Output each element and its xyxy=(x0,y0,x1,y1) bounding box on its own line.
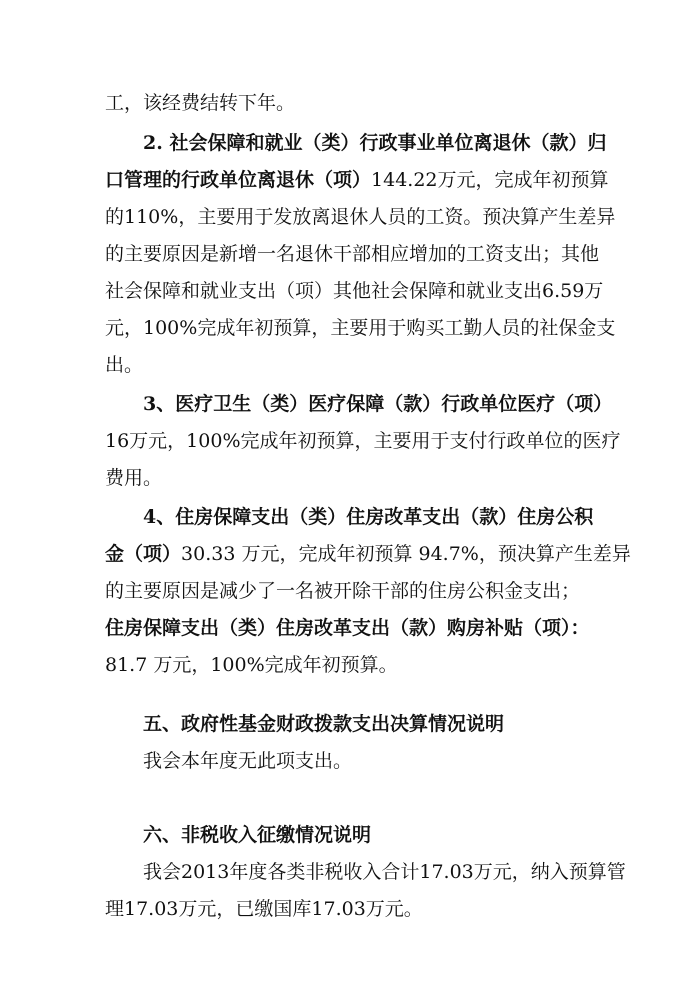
text-line: 我会本年度无此项支出。 xyxy=(143,750,353,772)
text-line: 元，100%完成年初预算，主要用于购买工勤人员的社保金支 xyxy=(105,317,616,339)
text-line: 理17.03万元，已缴国库17.03万元。 xyxy=(105,898,423,920)
text-line: 工，该经费结转下年。 xyxy=(105,92,296,114)
bold-span: 口管理的行政单位离退休（项） xyxy=(105,169,372,191)
text-line: 费用。 xyxy=(105,467,163,489)
text-line: 的主要原因是新增一名退休干部相应增加的工资支出；其他 xyxy=(105,243,600,265)
text-line: 的110%，主要用于发放离退休人员的工资。预决算产生差异 xyxy=(105,206,616,228)
text-line: 的主要原因是减少了一名被开除干部的住房公积金支出； xyxy=(105,580,581,602)
bold-span: 金（项） xyxy=(105,543,182,565)
text-line xyxy=(105,168,609,192)
text-span: 30.33 万元，完成年初预算 94.7%，预决算产生差异 xyxy=(181,543,631,565)
text-span: 144.22万元，完成年初预算 xyxy=(371,169,609,191)
text-line: 16万元，100%完成年初预算，主要用于支付行政单位的医疗 xyxy=(105,430,621,452)
text-line: 81.7 万元，100%完成年初预算。 xyxy=(105,654,398,676)
text-line: 出。 xyxy=(105,354,144,376)
section-heading-3: 3、医疗卫生（类）医疗保障（款）行政单位医疗（项） xyxy=(143,393,613,415)
text-line: 我会2013年度各类非税收入合计17.03万元，纳入预算管 xyxy=(143,861,626,883)
text-line: 住房保障支出（类）住房改革支出（款）购房补贴（项）： xyxy=(105,617,590,639)
section-heading-6: 六、非税收入征缴情况说明 xyxy=(143,824,372,846)
section-heading-2: 2. 社会保障和就业（类）行政事业单位离退休（款）归 xyxy=(143,132,607,154)
section-heading-4: 4、住房保障支出（类）住房改革支出（款）住房公积 xyxy=(143,506,594,528)
text-line xyxy=(105,542,631,566)
text-line: 社会保障和就业支出（项）其他社会保障和就业支出6.59万 xyxy=(105,280,604,302)
section-heading-5: 五、政府性基金财政拨款支出决算情况说明 xyxy=(143,713,505,735)
